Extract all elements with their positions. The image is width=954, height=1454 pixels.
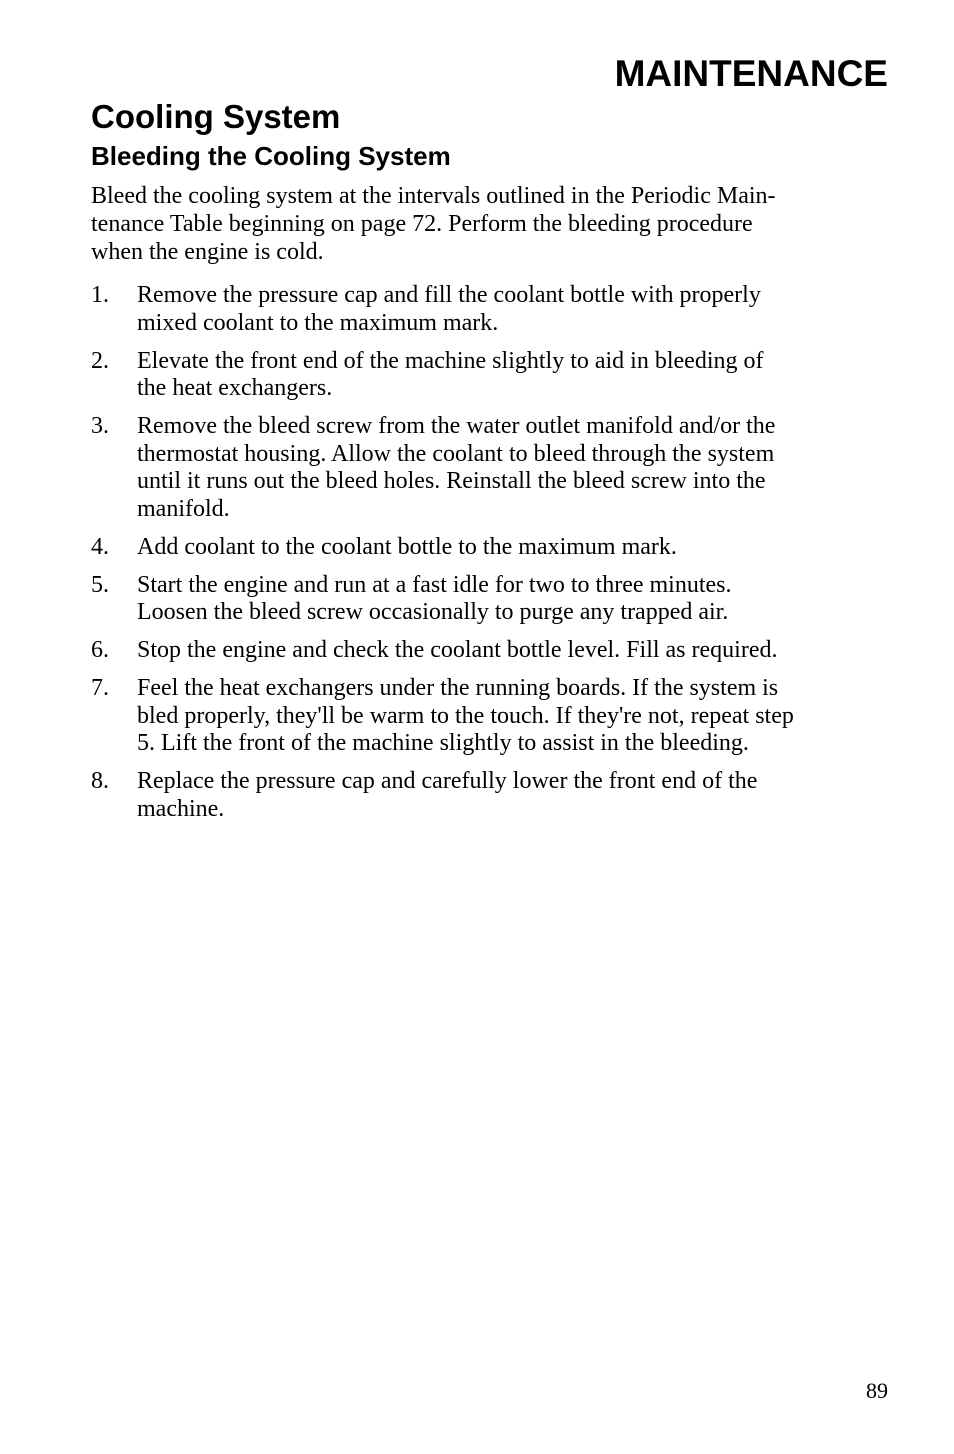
step-line: 5. Lift the front of the machine slightly to assist in the bleeding. [137,730,749,756]
step-item [91,675,901,758]
step-line: Start the engine and run at a fast idle for two to three minutes. [137,571,732,598]
step-item [91,282,901,337]
step-line: machine. [137,795,225,822]
step-item [91,768,901,823]
step-item [91,572,901,627]
step-number: 3. [91,413,109,439]
step-line: Elevate the front end of the machine slightly to aid in bleeding of [137,347,764,374]
step-number: 1. [91,282,109,308]
step-line: Stop the engine and check the coolant bottle level. Fill as required. [137,637,778,663]
page-title: Cooling System [91,98,341,135]
step-line: bled properly, they'll be warm to the touch. If they're not, repeat step [137,702,794,729]
section-header: MAINTENANCE [614,53,888,94]
step-number: 2. [91,347,109,374]
intro-line: Bleed the cooling system at the intervals outlined in the Periodic Main- [91,183,776,209]
step-line: thermostat housing. Allow the coolant to bleed through the system [137,440,775,467]
step-line: the heat exchangers. [137,375,333,401]
intro-line: tenance Table beginning on page 72. Perform the bleeding procedure [91,211,753,237]
step-item [91,534,901,562]
step-line: mixed coolant to the maximum mark. [137,309,499,336]
step-line: Feel the heat exchangers under the running boards. If the system is [137,675,779,701]
step-number: 5. [91,571,109,598]
page-number: 89 [866,1378,888,1403]
step-number: 7. [91,675,109,701]
step-number: 6. [91,637,109,663]
step-item [91,637,901,665]
step-line: Replace the pressure cap and carefully lower the front end of the [137,768,758,794]
step-line: manifold. [137,495,230,522]
step-item [91,413,901,523]
step-item [91,348,901,403]
step-line: until it runs out the bleed holes. Reinstall the bleed screw into the [137,468,766,494]
intro-paragraph [91,182,891,266]
step-line: Loosen the bleed screw occasionally to purge any trapped air. [137,599,729,625]
steps-list [91,282,901,834]
step-line: Remove the bleed screw from the water outlet manifold and/or the [137,413,776,439]
step-line: Add coolant to the coolant bottle to the maximum mark. [137,533,677,560]
step-number: 4. [91,533,109,560]
step-number: 8. [91,768,109,794]
intro-line: when the engine is cold. [91,239,324,265]
section-subtitle: Bleeding the Cooling System [91,141,451,171]
step-line: Remove the pressure cap and fill the coolant bottle with properly [137,282,761,308]
